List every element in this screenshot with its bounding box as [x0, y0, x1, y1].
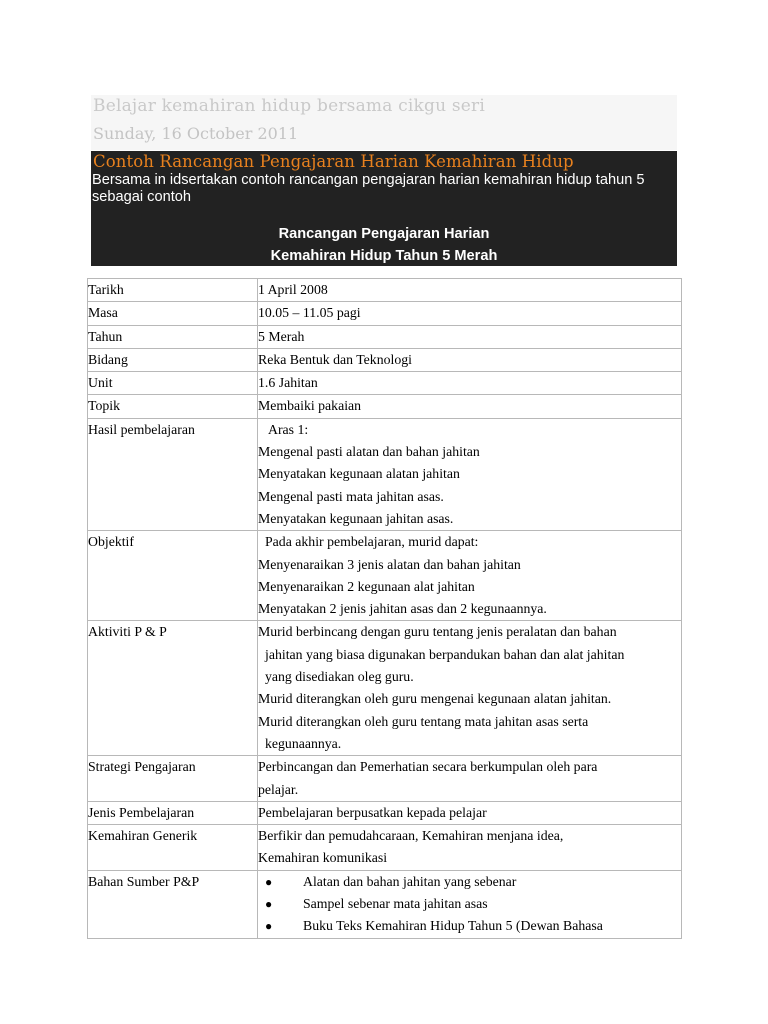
bullet-icon: ●: [265, 897, 273, 912]
text-line: Aras 1:: [268, 421, 309, 437]
resource-list: [258, 871, 681, 938]
table-row: [88, 418, 682, 530]
row-value: [258, 621, 682, 756]
row-value: Membaiki pakaian: [258, 395, 682, 418]
table-row: [88, 870, 682, 938]
row-value: 5 Merah: [258, 325, 682, 348]
text-line: pelajar.: [258, 781, 299, 797]
bullet-icon: ●: [265, 919, 273, 934]
post-intro: Bersama in idsertakan contoh rancangan pengajaran harian kemahiran hidup tahun 5 sebagai contoh: [92, 172, 645, 205]
row-label: Tarikh: [88, 279, 258, 302]
row-label: Aktiviti P & P: [88, 621, 258, 756]
row-value: Pembelajaran berpusatkan kepada pelajar: [258, 801, 682, 824]
text-line: Perbincangan dan Pemerhatian secara berkumpulan oleh para: [258, 759, 598, 775]
text-line: Menyenaraikan 2 kegunaan alat jahitan: [258, 578, 475, 594]
row-value: 1.6 Jahitan: [258, 372, 682, 395]
table-row: [88, 395, 682, 418]
row-label: Kemahiran Generik: [88, 825, 258, 871]
post-title[interactable]: Contoh Rancangan Pengajaran Harian Kemahiran Hidup: [93, 152, 574, 171]
row-label: Tahun: [88, 325, 258, 348]
row-value: [258, 756, 682, 802]
row-label: Jenis Pembelajaran: [88, 801, 258, 824]
table-row: [88, 302, 682, 325]
row-value: [258, 418, 682, 530]
text-line: Berfikir dan pemudahcaraan, Kemahiran menjana idea,: [258, 828, 564, 844]
row-value: [258, 870, 682, 938]
table-row: [88, 279, 682, 302]
table-row: [88, 756, 682, 802]
list-item: [258, 871, 681, 893]
text-line: yang disediakan oleg guru.: [265, 669, 414, 685]
plan-subheading: Kemahiran Hidup Tahun 5 Merah: [270, 248, 498, 264]
text-line: Murid diterangkan oleh guru tentang mata jahitan asas serta: [258, 713, 589, 729]
text-line: Mengenal pasti mata jahitan asas.: [258, 488, 444, 504]
table-row: [88, 372, 682, 395]
row-value: Reka Bentuk dan Teknologi: [258, 348, 682, 371]
blog-title[interactable]: Belajar kemahiran hidup bersama cikgu seri: [93, 96, 486, 116]
text-line: Pada akhir pembelajaran, murid dapat:: [265, 534, 479, 550]
table-row: [88, 348, 682, 371]
row-value: 10.05 – 11.05 pagi: [258, 302, 682, 325]
text-line: Menyenaraikan 3 jenis alatan dan bahan jahitan: [258, 556, 521, 572]
text-line: kegunaannya.: [265, 735, 342, 751]
row-value: [258, 825, 682, 871]
row-label: Topik: [88, 395, 258, 418]
table-row: [88, 531, 682, 621]
blog-header: [91, 95, 677, 150]
table-row: [88, 325, 682, 348]
table-row: [88, 801, 682, 824]
table-row: [88, 621, 682, 756]
list-item-text: Buku Teks Kemahiran Hidup Tahun 5 (Dewan Bahasa: [303, 918, 603, 934]
row-label: Objektif: [88, 531, 258, 621]
text-line: Menyatakan kegunaan alatan jahitan: [258, 466, 460, 482]
list-item-text: Sampel sebenar mata jahitan asas: [303, 896, 488, 912]
plan-heading: Rancangan Pengajaran Harian: [278, 226, 490, 242]
row-value: [258, 531, 682, 621]
text-line: Kemahiran komunikasi: [258, 850, 388, 866]
text-line: Murid diterangkan oleh guru mengenai kegunaan alatan jahitan.: [258, 691, 612, 707]
post-date: Sunday, 16 October 2011: [93, 124, 299, 143]
table-row: [88, 825, 682, 871]
text-line: Menyatakan kegunaan jahitan asas.: [258, 510, 454, 526]
list-item-text: Alatan dan bahan jahitan yang sebenar: [303, 873, 517, 889]
lesson-plan-table: [87, 278, 682, 939]
row-label: Hasil pembelajaran: [88, 418, 258, 530]
row-label: Unit: [88, 372, 258, 395]
row-label: Masa: [88, 302, 258, 325]
row-label: Strategi Pengajaran: [88, 756, 258, 802]
bullet-icon: ●: [265, 874, 273, 889]
text-line: Mengenal pasti alatan dan bahan jahitan: [258, 444, 480, 460]
post-box: [91, 151, 677, 266]
text-line: jahitan yang biasa digunakan berpandukan bahan dan alat jahitan: [265, 646, 625, 662]
row-label: Bidang: [88, 348, 258, 371]
row-value: 1 April 2008: [258, 279, 682, 302]
text-line: Murid berbincang dengan guru tentang jenis peralatan dan bahan: [258, 624, 617, 640]
row-label: Bahan Sumber P&P: [88, 870, 258, 938]
list-item: [258, 893, 681, 915]
list-item: [258, 915, 681, 937]
text-line: Menyatakan 2 jenis jahitan asas dan 2 kegunaannya.: [258, 601, 547, 617]
